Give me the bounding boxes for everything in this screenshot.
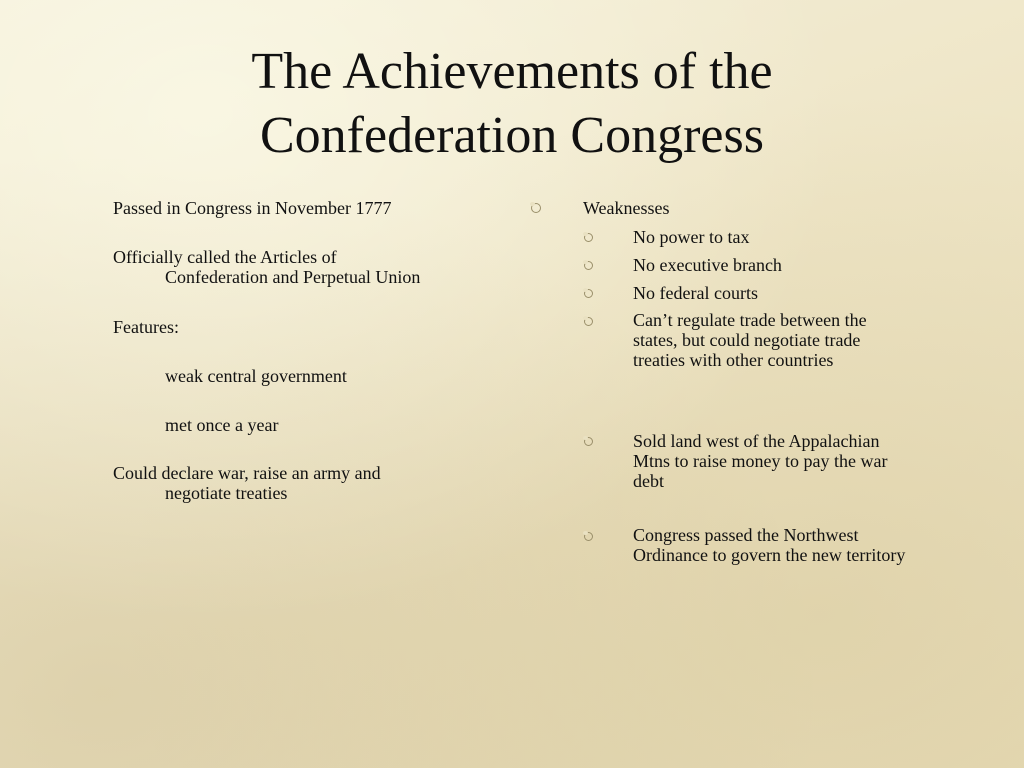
slide-title-line-1: The Achievements of the [251, 43, 773, 100]
hollow-circle-bullet-icon [584, 289, 593, 298]
weaknesses-heading: Weaknesses [583, 198, 670, 218]
feature-weak-government: weak central government [165, 366, 347, 386]
features-heading: Features: [113, 317, 179, 337]
hollow-circle-bullet-icon [584, 437, 593, 446]
official-name-paragraph [113, 247, 513, 287]
slide-title [0, 40, 1024, 168]
official-name-line-2: Confederation and Perpetual Union [165, 267, 421, 287]
achievement-item: Congress passed the Northwest Ordinance to govern the new territory [633, 525, 906, 565]
weakness-item: No federal courts [633, 283, 758, 303]
hollow-circle-bullet-icon [531, 203, 541, 213]
hollow-circle-bullet-icon [584, 532, 593, 541]
powers-line-1: Could declare war, raise an army and [113, 463, 381, 483]
feature-met-once-a-year: met once a year [165, 415, 279, 435]
hollow-circle-bullet-icon [584, 233, 593, 242]
official-name-line-1: Officially called the Articles of [113, 247, 337, 267]
passed-paragraph: Passed in Congress in November 1777 [113, 198, 392, 218]
slide-title-line-2: Confederation Congress [259, 107, 764, 164]
powers-line-2: negotiate treaties [165, 483, 288, 503]
weakness-item: No power to tax [633, 227, 750, 247]
weakness-item: No executive branch [633, 255, 782, 275]
weakness-item: Can’t regulate trade between the states, but could negotiate trade treaties with other countries [633, 310, 867, 370]
hollow-circle-bullet-icon [584, 317, 593, 326]
powers-paragraph [113, 463, 513, 503]
achievement-item: Sold land west of the Appalachian Mtns to raise money to pay the war debt [633, 431, 888, 491]
hollow-circle-bullet-icon [584, 261, 593, 270]
